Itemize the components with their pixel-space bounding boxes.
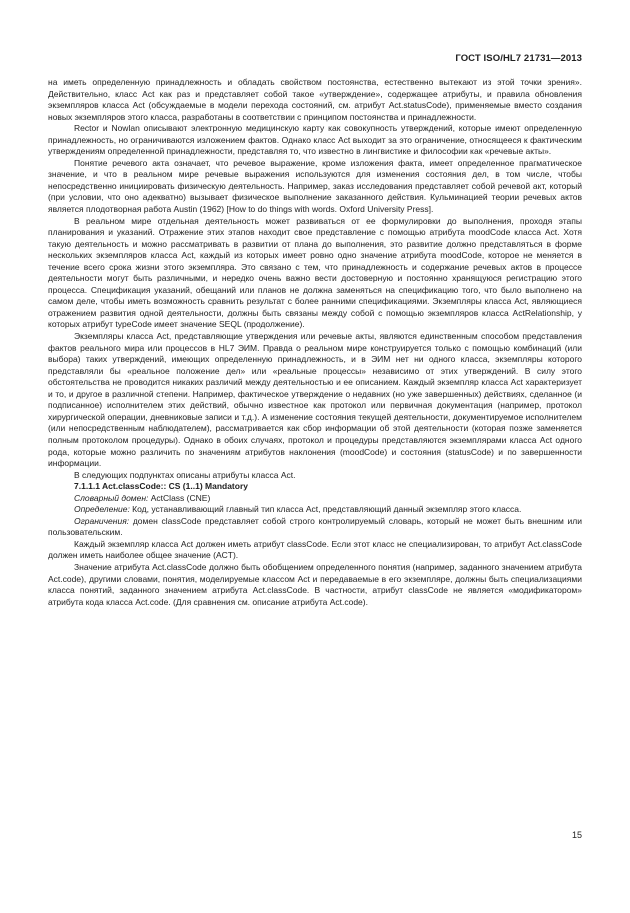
page-number: 15	[571, 830, 582, 840]
standard-header: ГОСТ ISO/HL7 21731—2013	[455, 53, 582, 64]
paragraph-5: Экземпляры класса Act, представляющие утверждения или речевые акты, являются единственным способом представления фактов реального мира или процессов в HL7 ЭИМ. Правда о реальном мире конструируется только с помощью комбинаций (или выбора) таких утверждений, имеющих определенную принадлежность, и в ЭИМ нет ни одного класса, экземпляры которого представляли бы «реальное положение дел» или «реальные процессы» независимо от этих утверждений. В силу этого обстоятельства не проводится никаких различий между деятельностью и ее описанием. Каждый экземпляр класса Act характеризует и то, и другое в различной степени. Например, фактическое утверждение о недавних (но уже завершенных) действиях, сделанное (и подписанное) исполнителем этих действий, обычно известное как протокол или первичная документация (например, протокол хирургической операции, дневниковые записи и т.д.). А изменение состояния текущей деятельности, документируемое исполнителем (или непосредственным наблюдателем), рассматривается как сбор информации об этой деятельности (которая позже заменяется полным протоколом процедуры). Однако в обоих случаях, протокол и процедуры представляются экземплярами класса Act одного рода, которые можно различить по значениям атрибутов наклонения (moodCode) и состояния (statusCode) и по завершенности информации.	[48, 331, 582, 469]
constraints-label: Ограничения:	[74, 515, 130, 526]
paragraph-4: В реальном мире отдельная деятельность может развиваться от ее формулировки до выполнения, проходя этапы планирования и указаний. Отражение этих этапов находит свое представление с помощью атрибута moodCode класса Act. Хотя такую деятельность и можно рассматривать в развитии от плана до выполнения, это развитие должно представляться в форме нескольких экземпляров класса Act, каждый из которых имеет ровно одно значение атрибута moodCode, которое не меняется в течение всего срока жизни этого экземпляра. Это связано с тем, что принадлежность и содержание речевых актов в процессе деятельности могут быть различными, и нередко очень важно вести достоверную и постоянно хранящуюся регистрацию этого процесса. Спецификация указаний, обещаний или планов не должна заменяться на спецификацию того, что было выполнено на самом деле, чтобы иметь возможность сравнить результат с более ранними спецификациями. Экземпляры класса Act, являющиеся отражением развития одной деятельности, должны быть связаны между собой с помощью экземпляров класса ActRelationship, у которых атрибут typeCode имеет значение SEQL (продолжение).	[48, 215, 582, 330]
paragraph-2: Rector и Nowlan описывают электронную медицинскую карту как совокупность утверждений, которые имеют определенную принадлежность, но ограничиваются изложением фактов. Однако класс Act выходит за это ограничение, относящееся к фактическим утверждениям определенной принадлежности, представляя то, что известно в лингвистике и философии как «речевые акты».	[48, 123, 582, 157]
definition-label: Определение:	[74, 504, 130, 515]
constraints-text: домен classCode представляет собой строго контролируемый словарь, который не может быть внешним или пользовательским.	[48, 515, 582, 538]
page-body	[48, 77, 582, 608]
constraints-line	[48, 516, 582, 539]
vocabulary-domain-line	[48, 493, 582, 505]
section-heading: 7.1.1.1 Act.classCode:: CS (1..1) Mandatory	[74, 481, 248, 492]
paragraph-1: на иметь определенную принадлежность и обладать свойством постоянства, естественно вытекают из этой точки зрения». Действительно, класс Act как раз и представляет собой такое «утверждение», содержащее атрибуты, и правила обновления экземпляров класса Act (обсуждаемые в модели перехода состояний, см. атрибут Act.statusCode), применяемые вместо создания новых экземпляров этого класса, разработаны в соответствии с принципом постоянства и принадлежности.	[48, 77, 582, 122]
definition-line	[48, 504, 582, 516]
paragraph-3: Понятие речевого акта означает, что речевое выражение, кроме изложения факта, имеет определенное прагматическое значение, и что в реальном мире речевые выражения используются для изменения состояния дел, в том числе, чтобы непосредственно инициировать физическую деятельность. Например, заказ исследования представляет собой речевой акт, который (при условии, что оно адекватно) вызывает физическое выполнение заказанного действия. Кульминацией теории речевых актов является плодотворная работа Austin (1962) [How to do things with words. Oxford University Press].	[48, 157, 582, 215]
definition-text: Код, устанавливающий главный тип класса Act, представляющий данный экземпляр этого класса.	[129, 504, 522, 515]
vocabulary-domain-value: ActClass (CNE)	[148, 492, 211, 503]
paragraph-6: В следующих подпунктах описаны атрибуты класса Act.	[74, 469, 296, 480]
vocabulary-domain-label: Словарный домен:	[74, 492, 149, 503]
classcode-paragraph-2: Значение атрибута Act.classCode должно быть обобщением определенного понятия (например, заданного значением атрибута Act.code), другими словами, понятия, моделируемые классом Act и передаваемые в его экземпляре, должны быть специализациями класса понятий, заданного значением атрибута Act.classCode. В частности, атрибут classCode не является «модификатором» атрибута кода класса Act.code. (Для сравнения см. описание атрибута Act.code).	[48, 561, 582, 607]
classcode-paragraph-1: Каждый экземпляр класса Act должен иметь атрибут classCode. Если этот класс не специализирован, то атрибут Act.classCode должен иметь наиболее общее значение (ACT).	[48, 538, 582, 561]
